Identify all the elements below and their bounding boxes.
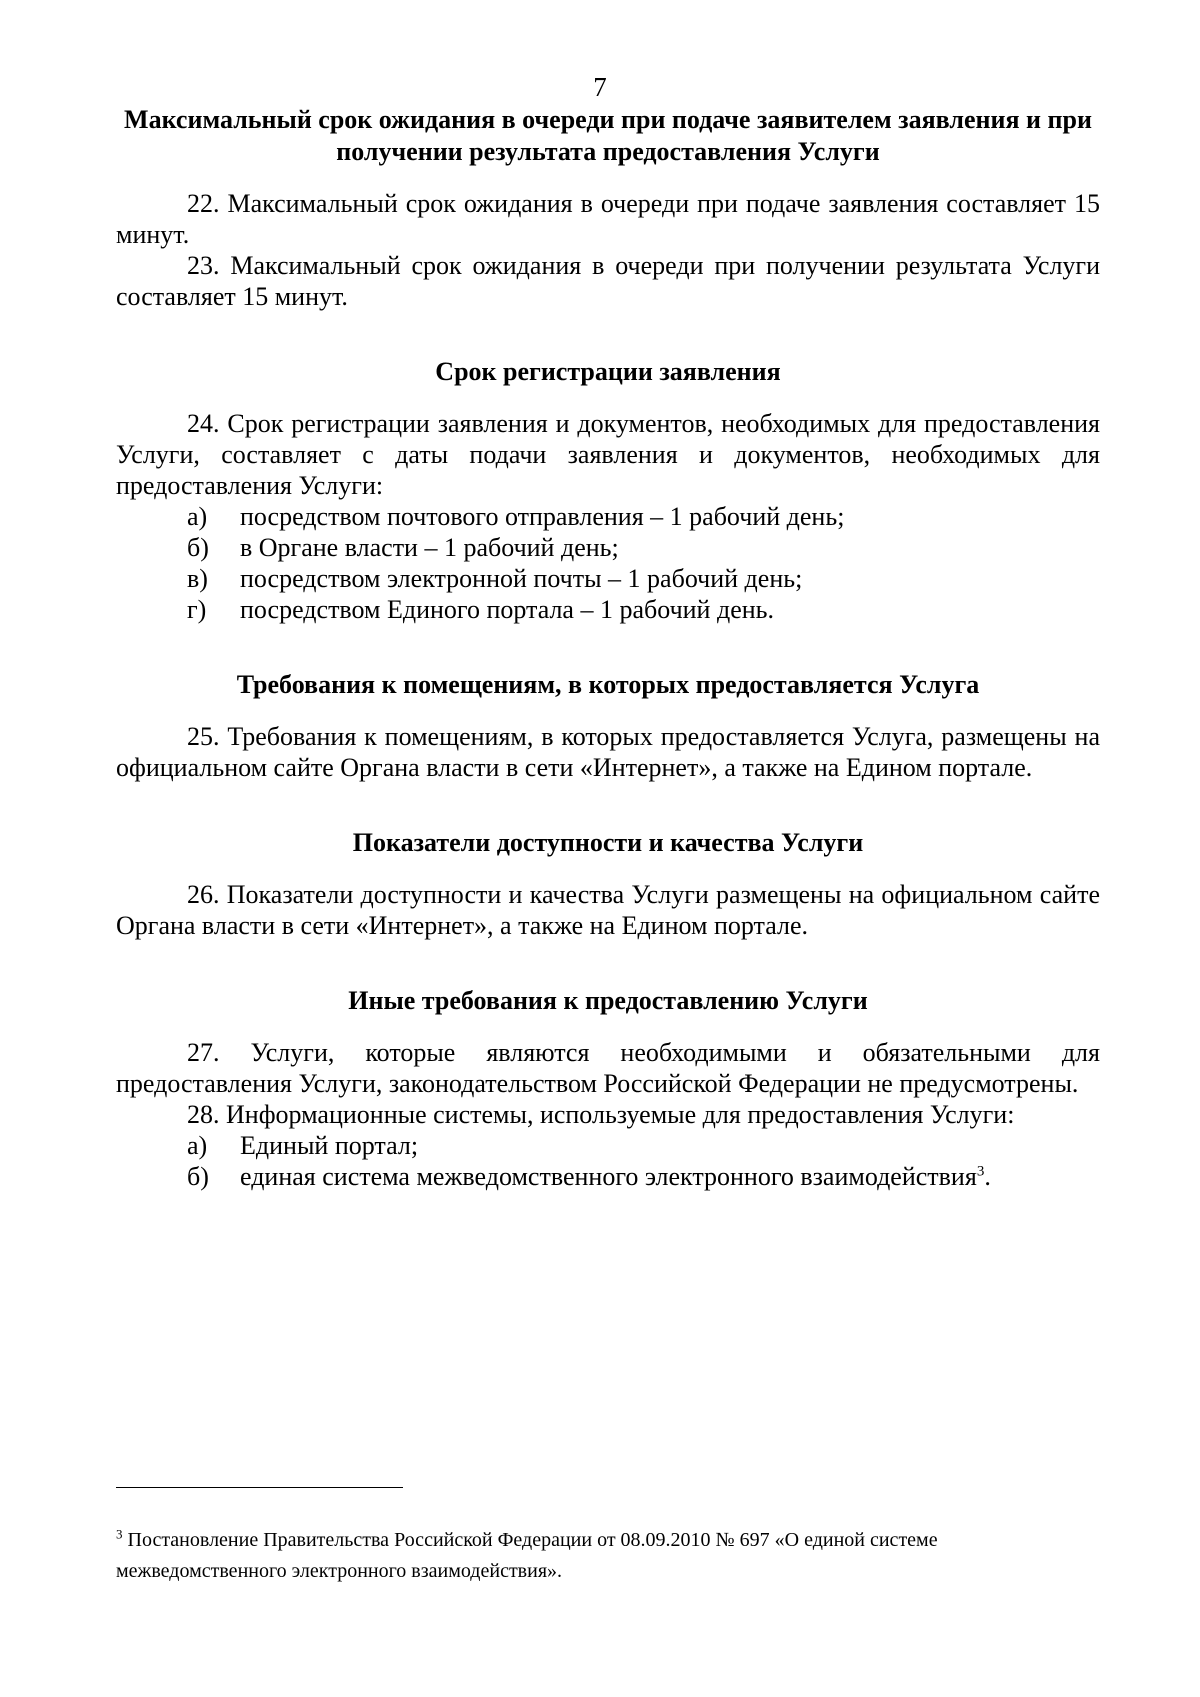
list-item — [187, 532, 1100, 563]
document-body — [116, 104, 1100, 1192]
paragraph-23: 23. Максимальный срок ожидания в очереди при получении результата Услуги составляет 15 минут. — [116, 251, 1100, 311]
paragraph-25: 25. Требования к помещениям, в которых предоставляется Услуга, размещены на официальном сайте Органа власти в сети «Интернет», а также на Едином портале. — [116, 722, 1100, 782]
list-marker: б) — [187, 1162, 209, 1191]
list-marker: г) — [187, 595, 207, 624]
paragraph-27: 27. Услуги, которые являются необходимыми и обязательными для предоставления Услуги, законодательством Российской Федерации не предусмотрены. — [116, 1038, 1100, 1098]
list-item-text — [240, 1161, 991, 1192]
list-marker: а) — [187, 502, 208, 531]
list-item-text: посредством Единого портала – 1 рабочий день. — [240, 595, 775, 624]
list-item — [187, 563, 1100, 594]
list-item — [187, 594, 1100, 625]
list-item — [187, 1161, 1100, 1192]
list-marker: б) — [187, 533, 209, 562]
list-marker: а) — [187, 1131, 208, 1160]
list-item-text: Единый портал; — [240, 1131, 419, 1160]
list-item-end: . — [984, 1162, 991, 1191]
section-heading-queue-time: Максимальный срок ожидания в очереди при подаче заявителем заявления и при получении результата предоставления Услуги — [124, 105, 1092, 166]
paragraph-22: 22. Максимальный срок ожидания в очереди при подаче заявления составляет 15 минут. — [116, 189, 1100, 249]
section-heading-registration: Срок регистрации заявления — [435, 357, 781, 386]
list-item-text: в Органе власти – 1 рабочий день; — [240, 533, 619, 562]
list-marker: в) — [187, 564, 208, 593]
list-item — [187, 501, 1100, 532]
list-item-text: посредством электронной почты – 1 рабочий день; — [240, 564, 803, 593]
footnote — [116, 1525, 1100, 1587]
section-heading-quality: Показатели доступности и качества Услуги — [352, 828, 864, 857]
list-item — [187, 1130, 1100, 1161]
footnote-reference[interactable]: 3 — [976, 1163, 985, 1180]
footnote-text: Постановление Правительства Российской Федерации от 08.09.2010 № 697 «О единой системе межведомственного электронного взаимодействия». — [116, 1529, 938, 1582]
section-heading-premises: Требования к помещениям, в которых предоставляется Услуга — [236, 670, 980, 699]
footnote-mark: 3 — [116, 1526, 123, 1542]
paragraph-24: 24. Срок регистрации заявления и документов, необходимых для предоставления Услуги, составляет с даты подачи заявления и документов, необходимых для предоставления Услуги: — [116, 409, 1100, 500]
list-item-text: посредством почтового отправления – 1 рабочий день; — [240, 502, 845, 531]
footnote-separator — [116, 1487, 403, 1488]
paragraph-26: 26. Показатели доступности и качества Услуги размещены на официальном сайте Органа власти в сети «Интернет», а также на Едином портале. — [116, 880, 1100, 940]
section-heading-other-requirements: Иные требования к предоставлению Услуги — [348, 986, 868, 1015]
paragraph-28: 28. Информационные системы, используемые для предоставления Услуги: — [187, 1100, 1015, 1129]
list-item-text-body: единая система межведомственного электронного взаимодействия — [240, 1162, 977, 1191]
page-number: 7 — [593, 72, 607, 102]
